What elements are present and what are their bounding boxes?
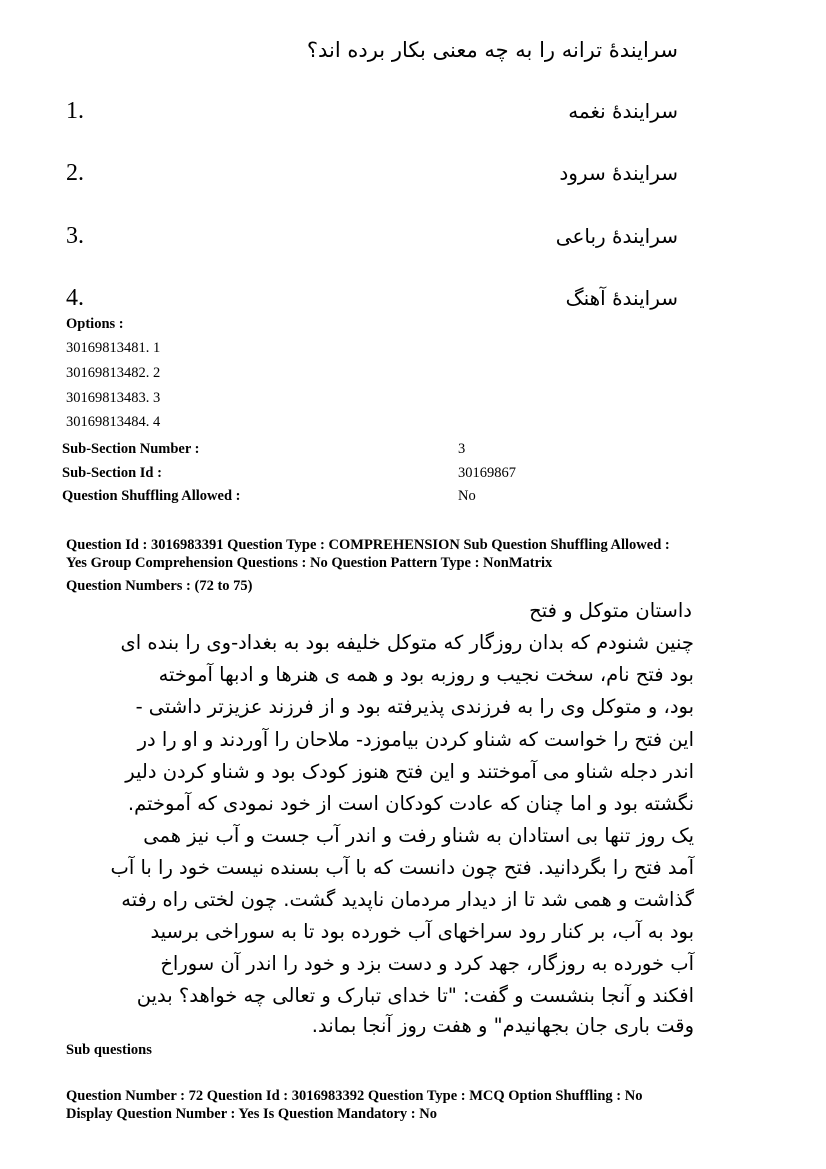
choice-number-2: 2. (66, 160, 84, 186)
passage-line: بود، و متوکل وی را به فرزندی پذیرفته بود و از فرزند عزیزتر داشتی - (135, 695, 694, 718)
passage-line: این فتح را خواست که شناو کردن بیاموزد- ملاحان را آوردند و او را در (137, 728, 694, 751)
option-id-4: 30169813484. 4 (66, 414, 161, 430)
question-info-line-2: Display Question Number : Yes Is Question Mandatory : No (66, 1106, 437, 1122)
choice-label-1: سرایندهٔ نغمه (568, 99, 678, 123)
comprehension-info-line-2: Yes Group Comprehension Questions : No Question Pattern Type : NonMatrix (66, 555, 553, 571)
passage-title: داستان متوکل و فتح (529, 599, 692, 622)
choice-number-3: 3. (66, 223, 84, 249)
choice-label-2: سرایندهٔ سرود (559, 161, 678, 185)
choice-label-3: سرایندهٔ رباعی (555, 224, 678, 248)
passage-line: گذاشت و همی شد تا از دیدار مردمان ناپدید گشت. چون لختی راه رفته (121, 888, 694, 911)
question-shuffling-value: No (458, 488, 476, 504)
passage-line: چنین شنودم که بدان روزگار که متوکل خلیفه بود به بغداد-وی را بنده ای (120, 631, 694, 654)
subsection-id-value: 30169867 (458, 465, 516, 481)
question-title: سرایندهٔ ترانه را به چه معنی بکار برده اند؟ (306, 38, 678, 62)
subsection-number-label: Sub-Section Number : (62, 441, 200, 457)
option-id-3: 30169813483. 3 (66, 390, 161, 406)
options-heading: Options : (66, 316, 124, 332)
passage-line: آب خورده به روزگار، جهد کرد و دست بزد و خود را اندر آن سوراخ (160, 952, 694, 975)
sub-questions-label: Sub questions (66, 1042, 152, 1058)
subsection-number-value: 3 (458, 441, 466, 457)
passage-line: اندر دجله شناو می آموختند و این فتح هنوز کودک بود و شناو کردن دلیر (125, 760, 694, 783)
passage-line: وقت باری جان بجهانیدم" و هفت روز آنجا بماند. (311, 1014, 694, 1037)
choice-number-1: 1. (66, 98, 84, 124)
passage-line: یک روز تنها بی استادان به شناو رفت و اندر آب جست و آب نیز همی (143, 824, 694, 847)
question-info-line-1: Question Number : 72 Question Id : 3016983392 Question Type : MCQ Option Shuffling : No (66, 1088, 643, 1104)
passage-line: بود به آب، بر کنار رود سراخهای آب خورده بود تا به سوراخی برسید (150, 920, 694, 943)
passage-line: نگشته بود و اما چنان که عادت کودکان است از خود نمودی که آموختم. (127, 792, 694, 815)
comprehension-info-line-1: Question Id : 3016983391 Question Type : COMPREHENSION Sub Question Shuffling Allowed : (66, 537, 670, 553)
subsection-id-label: Sub-Section Id : (62, 465, 162, 481)
option-id-2: 30169813482. 2 (66, 365, 161, 381)
passage-line: آمد فتح را بگردانید. فتح چون دانست که با آب بسنده نیست خود را با آب (110, 856, 694, 879)
choice-number-4: 4. (66, 285, 84, 311)
passage-line: بود فتح نام، سخت نجیب و روزبه بود و همه ی هنرها و ادبها آموخته (158, 663, 694, 686)
question-numbers: Question Numbers : (72 to 75) (66, 578, 253, 594)
choice-label-4: سرایندهٔ آهنگ (565, 286, 678, 310)
question-shuffling-label: Question Shuffling Allowed : (62, 488, 241, 504)
option-id-1: 30169813481. 1 (66, 340, 161, 356)
passage-line: افکند و آنجا بنشست و گفت: "تا خدای تبارک و تعالی چه خواهد؟ بدین (136, 984, 694, 1007)
